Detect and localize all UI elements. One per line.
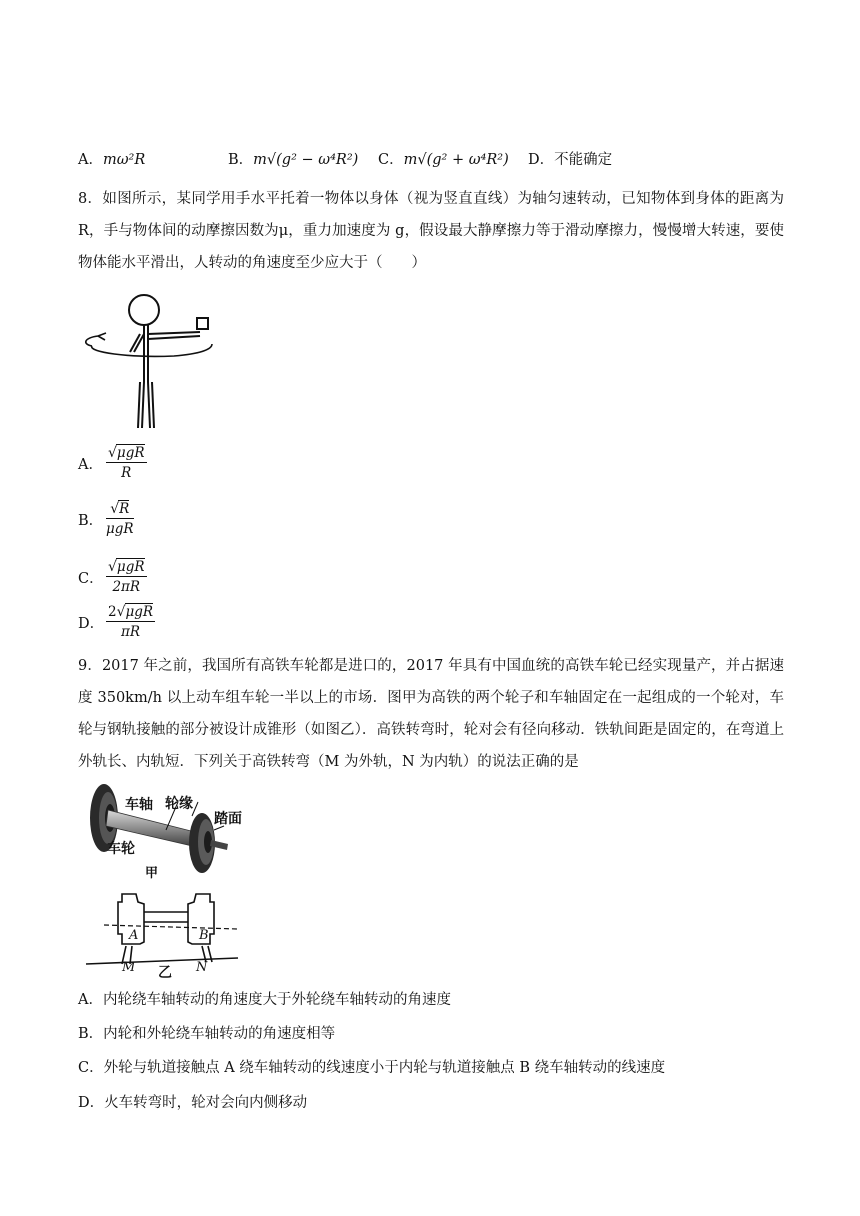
- q9-option-a: A．内轮绕车轴转动的角速度大于外轮绕车轴转动的角速度: [78, 992, 451, 1008]
- q7-option-b: [228, 150, 358, 170]
- q8-figure: [78, 290, 218, 430]
- label-point-b: B: [199, 928, 209, 943]
- q7-option-d: [528, 150, 612, 170]
- q8-option-c-fraction: √μgR 2πR: [108, 559, 145, 595]
- fraction-numerator: μgR: [125, 604, 154, 620]
- q9-stem: 9．2017 年之前，我国所有高铁车轮都是进口的，2017 年具有中国血统的高铁车轮已经实现量产，并占据速度 350km/h 以上动车组车轮一半以上的市场．图甲为高铁的两个轮子和车轴固定在一起组成的一个轮对，车轮与钢轨接触的部分被设计成锥形（如图乙）．高铁转弯时，轮对会有径向移动．铁轨间距是固定的，在弯道上外轨长、内轨短．下列关于高铁转弯（M 为外轨，N 为内轨）的说法正确的是: [78, 658, 784, 770]
- fraction-bar: [106, 621, 155, 622]
- option-label: A．: [78, 152, 103, 168]
- q8-option-a-label: A．: [78, 457, 103, 473]
- fraction-bar: [106, 576, 147, 577]
- head-shape: [129, 295, 159, 325]
- label-rail-m: M: [122, 960, 136, 975]
- fraction-bar: [106, 518, 134, 519]
- fraction-numerator: R: [119, 501, 130, 517]
- fraction-denominator: R: [121, 465, 132, 481]
- fraction-denominator: μgR: [106, 521, 134, 537]
- option-a-expression: mω²R: [102, 152, 146, 168]
- fraction-coefficient: 2: [108, 604, 117, 620]
- fraction-bar: [106, 462, 147, 463]
- label-tread: 踏面: [214, 811, 242, 827]
- fraction-denominator: 2πR: [112, 579, 141, 595]
- label-figure-b: 乙: [158, 965, 172, 981]
- q8-option-b-fraction: √R μgR: [106, 501, 134, 537]
- fraction-denominator: πR: [121, 624, 141, 640]
- label-flange: 轮缘: [165, 796, 193, 812]
- option-c-expression: m√(g² + ω⁴R²): [403, 152, 509, 168]
- q8-stem: 8．如图所示，某同学用手水平托着一物体以身体（视为竖直直线）为轴匀速转动，已知物体到身体的距离为 R，手与物体间的动摩擦因数为μ，重力加速度为 g，假设最大静摩擦力等于滑动摩擦力，慢慢增大转速，要使物体能水平滑出，人转动的角速度至少应大于（ ）: [78, 191, 784, 271]
- label-rail-n: N: [196, 960, 208, 975]
- q8-option-b-label: B．: [78, 513, 104, 529]
- label-axle: 车轴: [125, 797, 153, 813]
- q8-option-d-fraction: 2√μgR πR: [108, 604, 154, 640]
- option-d-text: 不能确定: [554, 152, 613, 168]
- q9-option-c: C．外轮与轨道接触点 A 绕车轴转动的线速度小于内轮与轨道接触点 B 绕车轴转动的线速度: [78, 1060, 666, 1076]
- q9-option-d: D．火车转弯时，轮对会向内侧移动: [78, 1095, 308, 1111]
- fraction-numerator: μgR: [116, 445, 145, 461]
- q8-option-a-fraction: √μgR R: [108, 445, 145, 481]
- option-b-expression: m√(g² − ω⁴R²): [253, 152, 359, 168]
- label-wheel: 车轮: [107, 841, 135, 857]
- q7-option-c: [378, 150, 509, 170]
- q9-option-b: B．内轮和外轮绕车轴转动的角速度相等: [78, 1026, 336, 1042]
- label-figure-a: 甲: [145, 866, 159, 881]
- q8-option-c-label: C．: [78, 571, 104, 587]
- q8-option-d-label: D．: [78, 616, 105, 632]
- q7-option-a: [78, 150, 145, 170]
- option-label: B．: [228, 152, 254, 168]
- label-point-a: A: [129, 928, 139, 943]
- option-label: C．: [378, 152, 404, 168]
- fraction-numerator: μgR: [116, 559, 145, 575]
- option-label: D．: [528, 152, 555, 168]
